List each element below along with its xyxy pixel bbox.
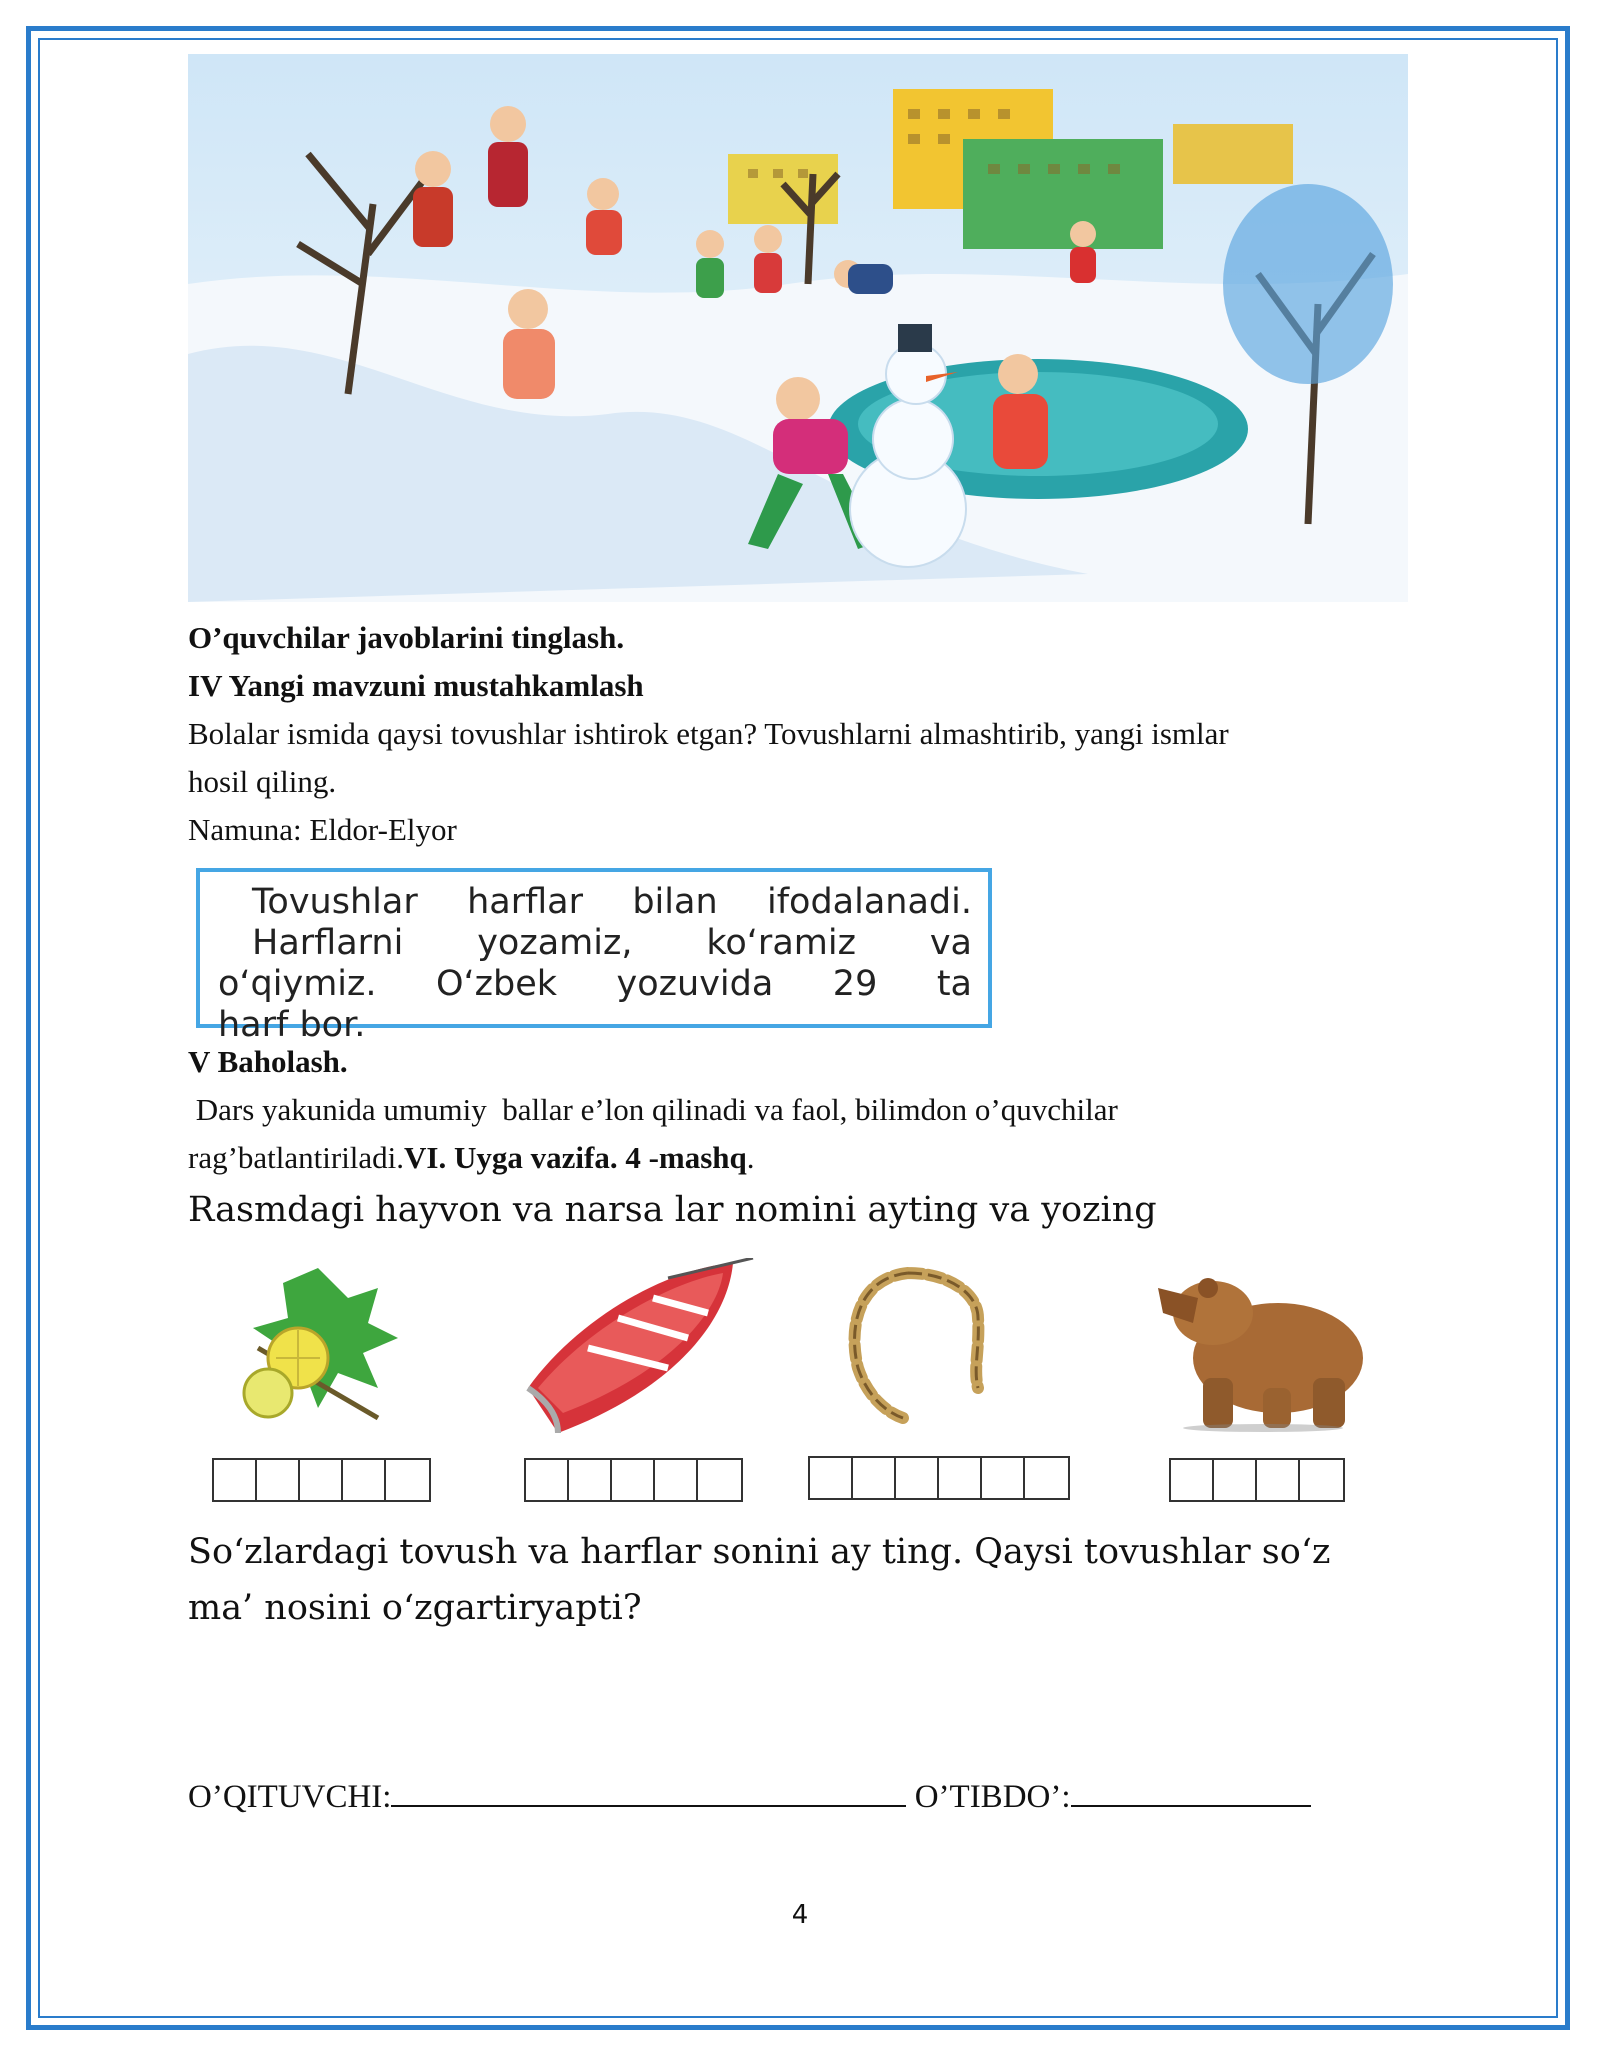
- picture-row: [188, 1258, 1428, 1508]
- teacher-label: O’QITUVCHI:: [188, 1779, 392, 1815]
- example-line: Namuna: Eldor-Elyor: [188, 812, 457, 847]
- assessment-line-2: [188, 1134, 1428, 1182]
- homework-label: VI. Uyga vazifa. 4 -mashq: [404, 1140, 747, 1175]
- homework-period: .: [746, 1140, 755, 1175]
- signature-row: [188, 1775, 1311, 1816]
- checked-label: O’TIBDO’:: [914, 1779, 1071, 1815]
- rule-line-1: Tovushlar harflar bilan ifodalanadi.: [252, 882, 972, 922]
- section-v-heading: V Baholash.: [188, 1044, 348, 1079]
- question2-line-2: ma’ nosini o‘zgartiryapti?: [188, 1588, 642, 1628]
- rule-box: [196, 868, 992, 1045]
- boat-icon: [518, 1258, 758, 1438]
- rule-line-4: harf bor.: [218, 1005, 366, 1045]
- rule-line-2: Harflarni yozamiz, ko‘ramiz va: [252, 923, 972, 963]
- answer-cells-1[interactable]: [212, 1458, 431, 1502]
- assessment-line-1: Dars yakunida umumiy ballar e’lon qilinadi va faol, bilimdon o’quvchilar: [188, 1092, 1118, 1127]
- page-content: [188, 54, 1428, 1636]
- page-number: 4: [791, 1900, 809, 1930]
- answer-cells-2[interactable]: [524, 1458, 743, 1502]
- section-iv-heading: IV Yangi mavzuni mustahkamlash: [188, 668, 644, 703]
- checked-signature-line[interactable]: [1071, 1775, 1311, 1807]
- answer-cells-3[interactable]: [808, 1456, 1070, 1500]
- chain-icon: [828, 1258, 998, 1438]
- teacher-signature-line[interactable]: [391, 1775, 906, 1807]
- assessment-line-2-text: rag’batlantiriladi.: [188, 1140, 405, 1175]
- winter-scene-illustration: [188, 54, 1408, 602]
- listen-heading: O’quvchilar javoblarini tinglash.: [188, 620, 625, 655]
- answer-cells-4[interactable]: [1169, 1458, 1345, 1502]
- melon-plant-icon: [228, 1258, 408, 1438]
- bear-icon: [1143, 1258, 1373, 1438]
- question2-line-1: So‘zlardagi tovush va harflar sonini ay ting. Qaysi tovushlar so‘z: [188, 1532, 1331, 1572]
- task-title: Rasmdagi hayvon va narsa lar nomini ayting va yozing: [188, 1190, 1157, 1230]
- question-line-1: Bolalar ismida qaysi tovushlar ishtirok etgan? Tovushlarni almashtirib, yangi ismlar: [188, 716, 1229, 751]
- question-line-2: hosil qiling.: [188, 764, 337, 799]
- rule-line-3: o‘qiymiz. O‘zbek yozuvida 29 ta: [218, 964, 972, 1004]
